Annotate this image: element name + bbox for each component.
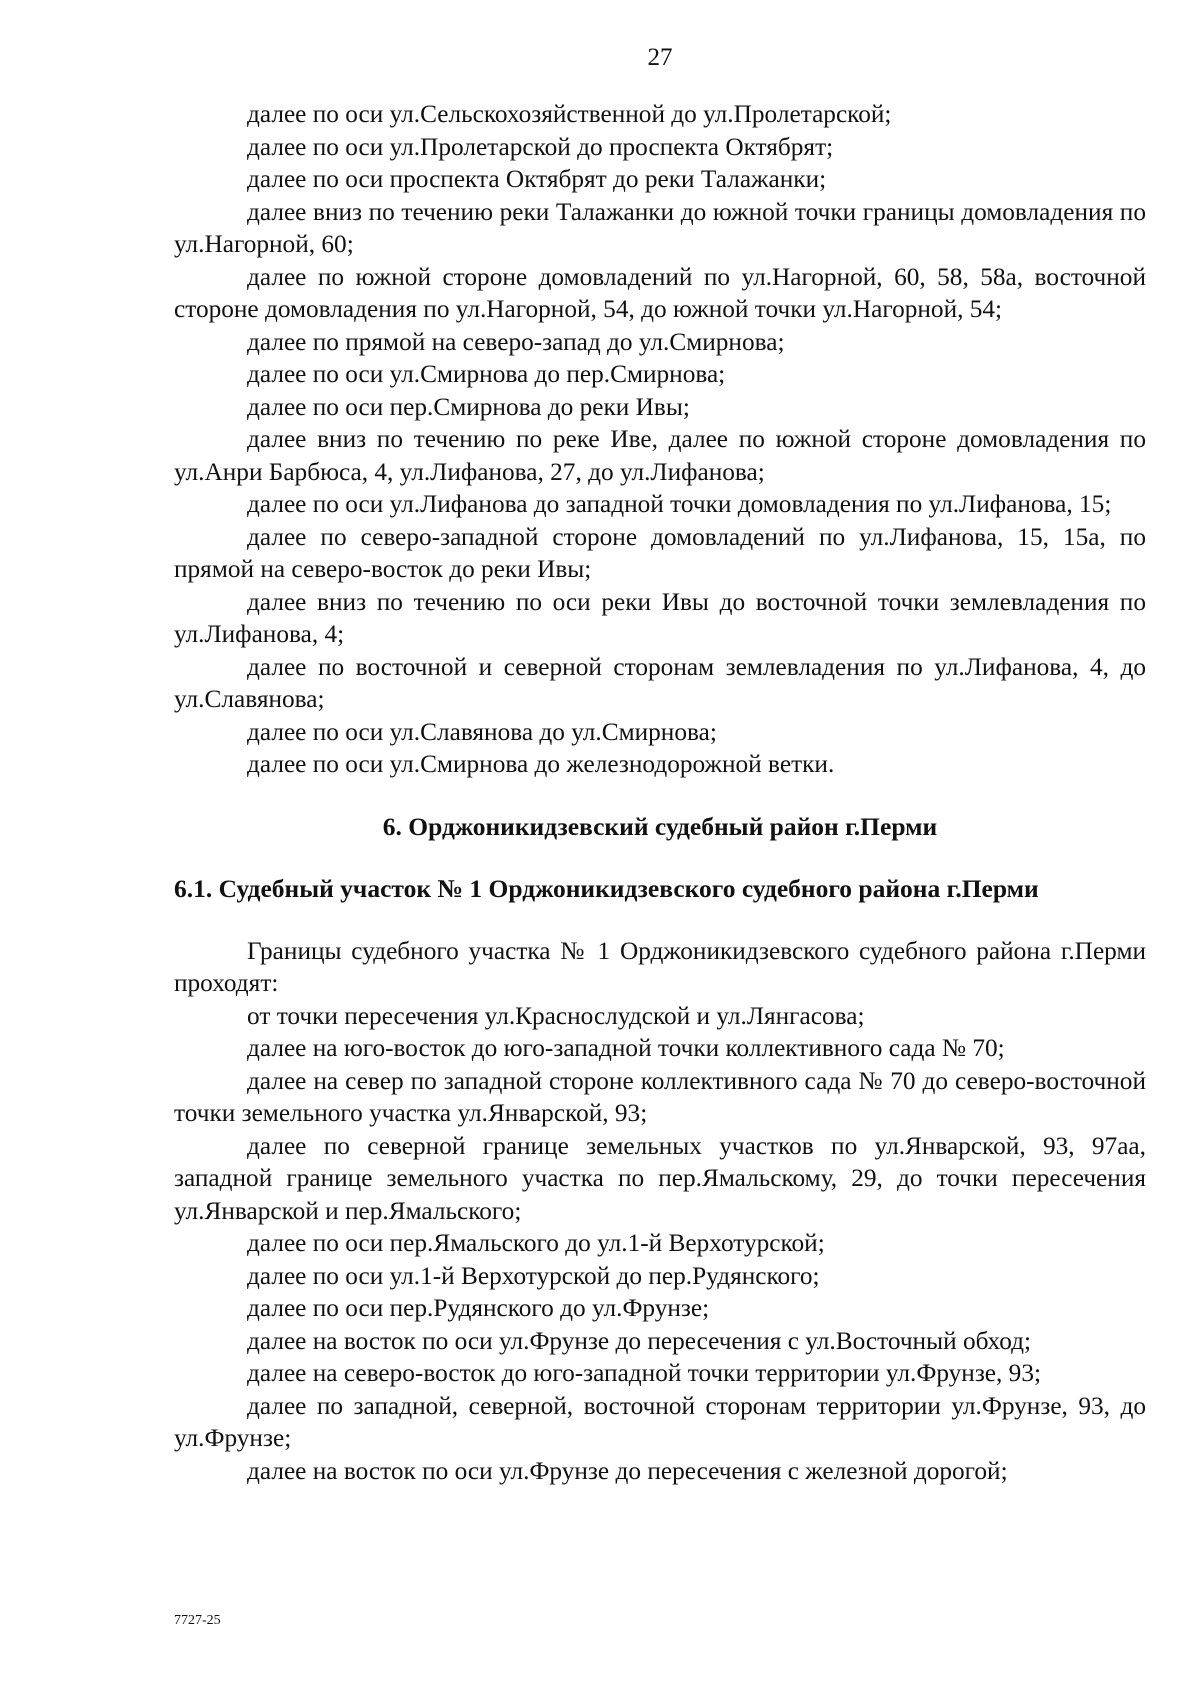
paragraph: далее на север по западной стороне коллективного сада № 70 до северо-восточной точки земельного участка ул.Январской, 93; — [174, 1066, 1146, 1127]
paragraph: далее вниз по течению реки Талажанки до южной точки границы домовладения по ул.Нагорной, 60; — [174, 197, 1146, 258]
paragraph: далее по оси ул.Смирнова до железнодорожной ветки. — [247, 750, 835, 778]
paragraph: далее по северо-западной стороне домовладений по ул.Лифанова, 15, 15а, по прямой на северо-восток до реки Ивы; — [174, 522, 1146, 583]
paragraph: далее на юго-восток до юго-западной точки коллективного сада № 70; — [247, 1034, 1005, 1062]
paragraph: от точки пересечения ул.Краснослудской и ул.Лянгасова; — [247, 1001, 865, 1030]
paragraph: далее вниз по течению по оси реки Ивы до восточной точки землевладения по ул.Лифанова, 4; — [174, 587, 1146, 648]
paragraph: далее по западной, северной, восточной сторонам территории ул.Фрунзе, 93, до ул.Фрунзе; — [174, 1391, 1146, 1452]
document-code: 7727-25 — [174, 1613, 221, 1628]
paragraph: Границы судебного участка № 1 Орджоникидзевского судебного района г.Перми проходят: — [174, 936, 1146, 997]
paragraph: далее вниз по течению по реке Иве, далее по южной стороне домовладения по ул.Анри Барбюса, 4, ул.Лифанова, 27, до ул.Лифанова; — [174, 425, 1146, 486]
paragraph: далее по оси пер.Смирнова до реки Ивы; — [247, 392, 690, 421]
paragraph: далее по оси проспекта Октябрят до реки Талажанки; — [247, 165, 827, 193]
paragraph: далее по оси пер.Рудянского до ул.Фрунзе; — [247, 1294, 710, 1322]
boundary-list-bottom — [174, 935, 1146, 1488]
paragraph: далее по оси ул.Пролетарской до проспекта Октябрят; — [247, 132, 834, 161]
paragraph: далее на северо-восток до юго-западной точки территории ул.Фрунзе, 93; — [247, 1359, 1042, 1387]
paragraph: далее по оси ул.Славянова до ул.Смирнова; — [247, 717, 717, 746]
page-number: 27 — [647, 44, 673, 71]
section-heading: 6. Орджоникидзевский судебный район г.Перми — [382, 811, 938, 841]
paragraph: далее по оси ул.Лифанова до западной точки домовладения по ул.Лифанова, 15; — [247, 490, 1112, 518]
paragraph: далее по оси ул.1-й Верхотурской до пер.Рудянского; — [247, 1261, 820, 1290]
paragraph: далее по оси пер.Ямальского до ул.1-й Верхотурской; — [247, 1229, 825, 1257]
paragraph: далее по прямой на северо-запад до ул.Смирнова; — [247, 327, 785, 356]
document-body — [174, 98, 1146, 1487]
subsection-heading: 6.1. Судебный участок № 1 Орджоникидзевского судебного района г.Перми — [174, 873, 1039, 903]
paragraph: далее по оси ул.Сельскохозяйственной до ул.Пролетарской; — [247, 100, 892, 128]
paragraph: далее по северной границе земельных участков по ул.Январской, 93, 97аа, западной границе земельного участка по пер.Ямальскому, 29, до точки пересечения ул.Январской и пер.Ямальского; — [174, 1131, 1146, 1225]
paragraph: далее по восточной и северной сторонам землевладения по ул.Лифанова, 4, до ул.Славянова; — [174, 652, 1146, 713]
paragraph: далее на восток по оси ул.Фрунзе до пересечения с железной дорогой; — [247, 1456, 1008, 1485]
boundary-list-top — [174, 98, 1146, 781]
paragraph: далее по южной стороне домовладений по ул.Нагорной, 60, 58, 58а, восточной стороне домовладения по ул.Нагорной, 54, до южной точки ул.Нагорной, 54; — [174, 262, 1146, 323]
paragraph: далее по оси ул.Смирнова до пер.Смирнова; — [247, 360, 726, 388]
paragraph: далее на восток по оси ул.Фрунзе до пересечения с ул.Восточный обход; — [247, 1326, 1032, 1355]
